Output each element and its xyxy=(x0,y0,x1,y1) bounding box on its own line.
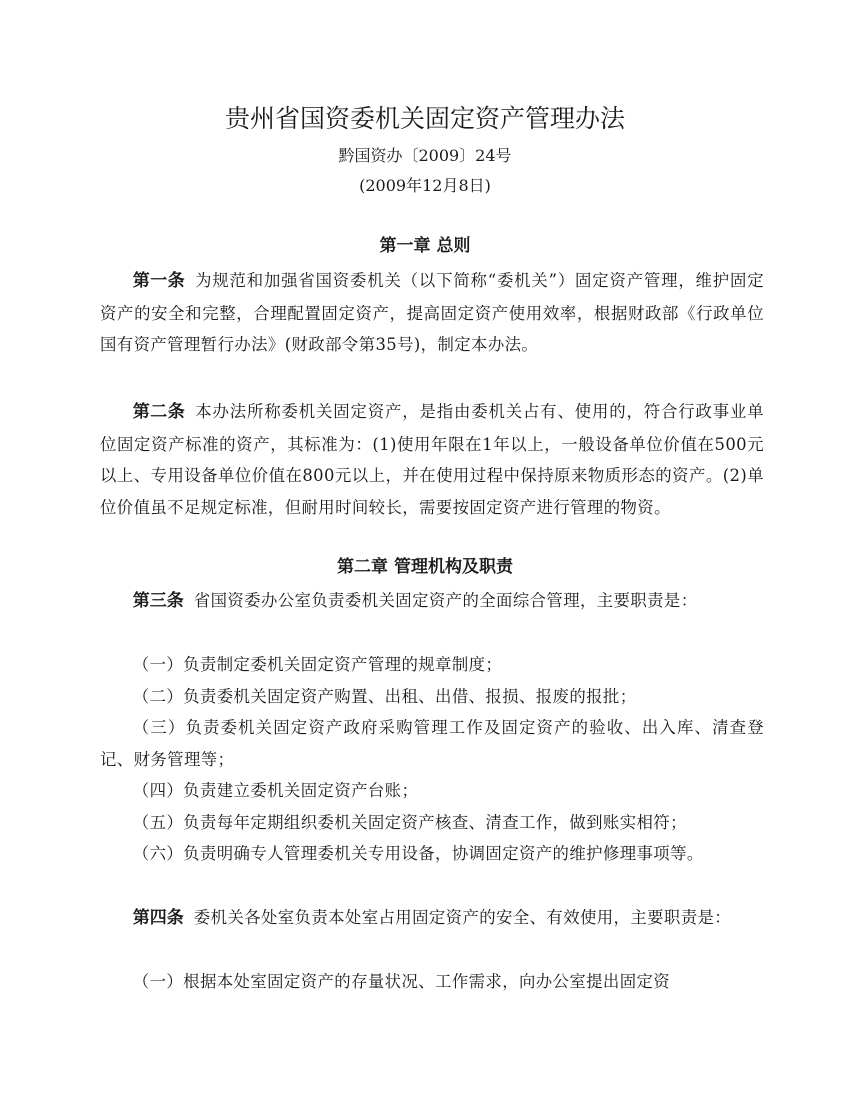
article-2-label: 第二条 xyxy=(132,402,186,422)
chapter-1-heading: 第一章 总则 xyxy=(379,236,471,256)
document-number: 黔国资办〔2009〕24号 xyxy=(338,146,512,165)
article-1 xyxy=(100,265,764,361)
article-3 xyxy=(100,585,764,618)
article-1-label: 第一条 xyxy=(132,271,186,291)
article-4-text: 委机关各处室负责本处室占用固定资产的安全、有效使用，主要职责是： xyxy=(193,908,732,927)
article-3-item: （一）负责制定委机关固定资产管理的规章制度； xyxy=(132,655,503,674)
article-3-item: （三）负责委机关固定资产政府采购管理工作及固定资产的验收、出入库、清查登记、财务管理等； xyxy=(100,718,764,769)
article-4-item: （一）根据本处室固定资产的存量状况、工作需求，向办公室提出固定资 xyxy=(132,972,671,991)
article-2-text: 本办法所称委机关固定资产，是指由委机关占有、使用的，符合行政事业单位固定资产标准的资产，其标准为：(1)使用年限在1年以上，一般设备单位价值在500元以上、专用设备单位价值在800元以上，并在使用过程中保持原来物质形态的资产。(2)单位价值虽不足规定标准，但耐用时间较长，需要按固定资产进行管理的物资。 xyxy=(100,402,765,517)
article-3-label: 第三条 xyxy=(132,591,184,611)
article-1-text: 为规范和加强省国资委机关（以下简称“委机关”）固定资产管理，维护固定资产的安全和完整，合理配置固定资产，提高固定资产使用效率，根据财政部《行政单位国有资产管理暂行办法》(财政部令第35号)，制定本办法。 xyxy=(100,271,764,354)
article-3-item: （六）负责明确专人管理委机关专用设备，协调固定资产的维护修理事项等。 xyxy=(132,844,704,863)
article-4 xyxy=(100,902,764,935)
article-2 xyxy=(100,396,764,523)
chapter-2-heading: 第二章 管理机构及职责 xyxy=(337,557,513,577)
article-3-text: 省国资委办公室负责委机关固定资产的全面综合管理，主要职责是： xyxy=(193,591,698,610)
document-date: (2009年12月8日) xyxy=(359,176,491,195)
document-title: 贵州省国资委机关固定资产管理办法 xyxy=(224,104,625,133)
article-3-item: （五）负责每年定期组织委机关固定资产核查、清查工作，做到账实相符； xyxy=(132,813,687,832)
article-3-item: （二）负责委机关固定资产购置、出租、出借、报损、报废的报批； xyxy=(132,687,637,706)
article-3-item: （四）负责建立委机关固定资产台账； xyxy=(132,781,419,800)
article-4-label: 第四条 xyxy=(132,908,184,928)
